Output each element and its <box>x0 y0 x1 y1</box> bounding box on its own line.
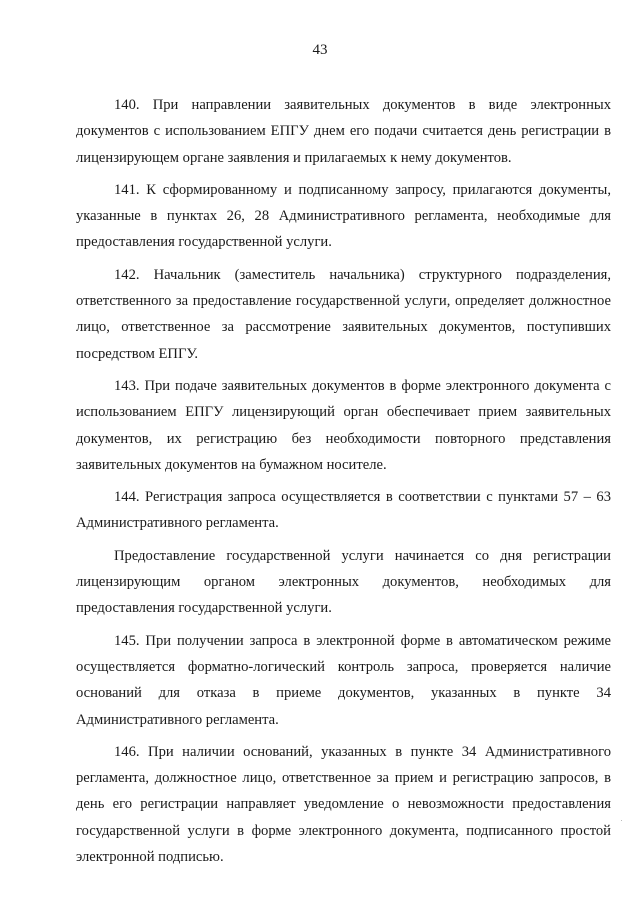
document-body <box>76 92 611 876</box>
paragraph-140: 140. При направлении заявительных документов в виде электронных документов с использованием ЕПГУ днем его подачи считается день регистрации в лицензирующем органе заявления и прилагаемых к нему документов. <box>76 97 611 166</box>
paragraph-146: 146. При наличии оснований, указанных в пункте 34 Административного регламента, должностное лицо, ответственное за прием и регистрацию запросов, в день его регистрации направляет уведомление о невозможности предоставления государственной услуги в форме электронного документа, подписанного простой электронной подписью. <box>76 743 611 866</box>
paragraph-144-continuation: Предоставление государственной услуги начинается со дня регистрации лицензирующим органом электронных документов, необходимых для предоставления государственной услуги. <box>76 547 611 617</box>
paragraph-142: 142. Начальник (заместитель начальника) структурного подразделения, ответственного за предоставление государственной услуги, определяет должностное лицо, ответственное за рассмотрение заявительных документов, поступивших посредством ЕПГУ. <box>76 266 611 362</box>
page-number: 43 <box>312 42 328 58</box>
paragraph-144: 144. Регистрация запроса осуществляется в соответствии с пунктами 57 – 63 Административного регламента. <box>76 489 611 532</box>
scan-artifact <box>621 820 622 821</box>
paragraph-141: 141. К сформированному и подписанному запросу, прилагаются документы, указанные в пунктах 26, 28 Административного регламента, необходимые для предоставления государственной услуги. <box>76 181 611 251</box>
paragraph-143: 143. При подаче заявительных документов в форме электронного документа с использованием ЕПГУ лицензирующий орган обеспечивает прием заявительных документов, их регистрацию без необходимости повторного представления заявительных документов на бумажном носителе. <box>76 377 611 473</box>
paragraph-145: 145. При получении запроса в электронной форме в автоматическом режиме осуществляется форматно-логический контроль запроса, проверяется наличие оснований для отказа в приеме документов, указанных в пункте 34 Административного регламента. <box>76 632 611 728</box>
